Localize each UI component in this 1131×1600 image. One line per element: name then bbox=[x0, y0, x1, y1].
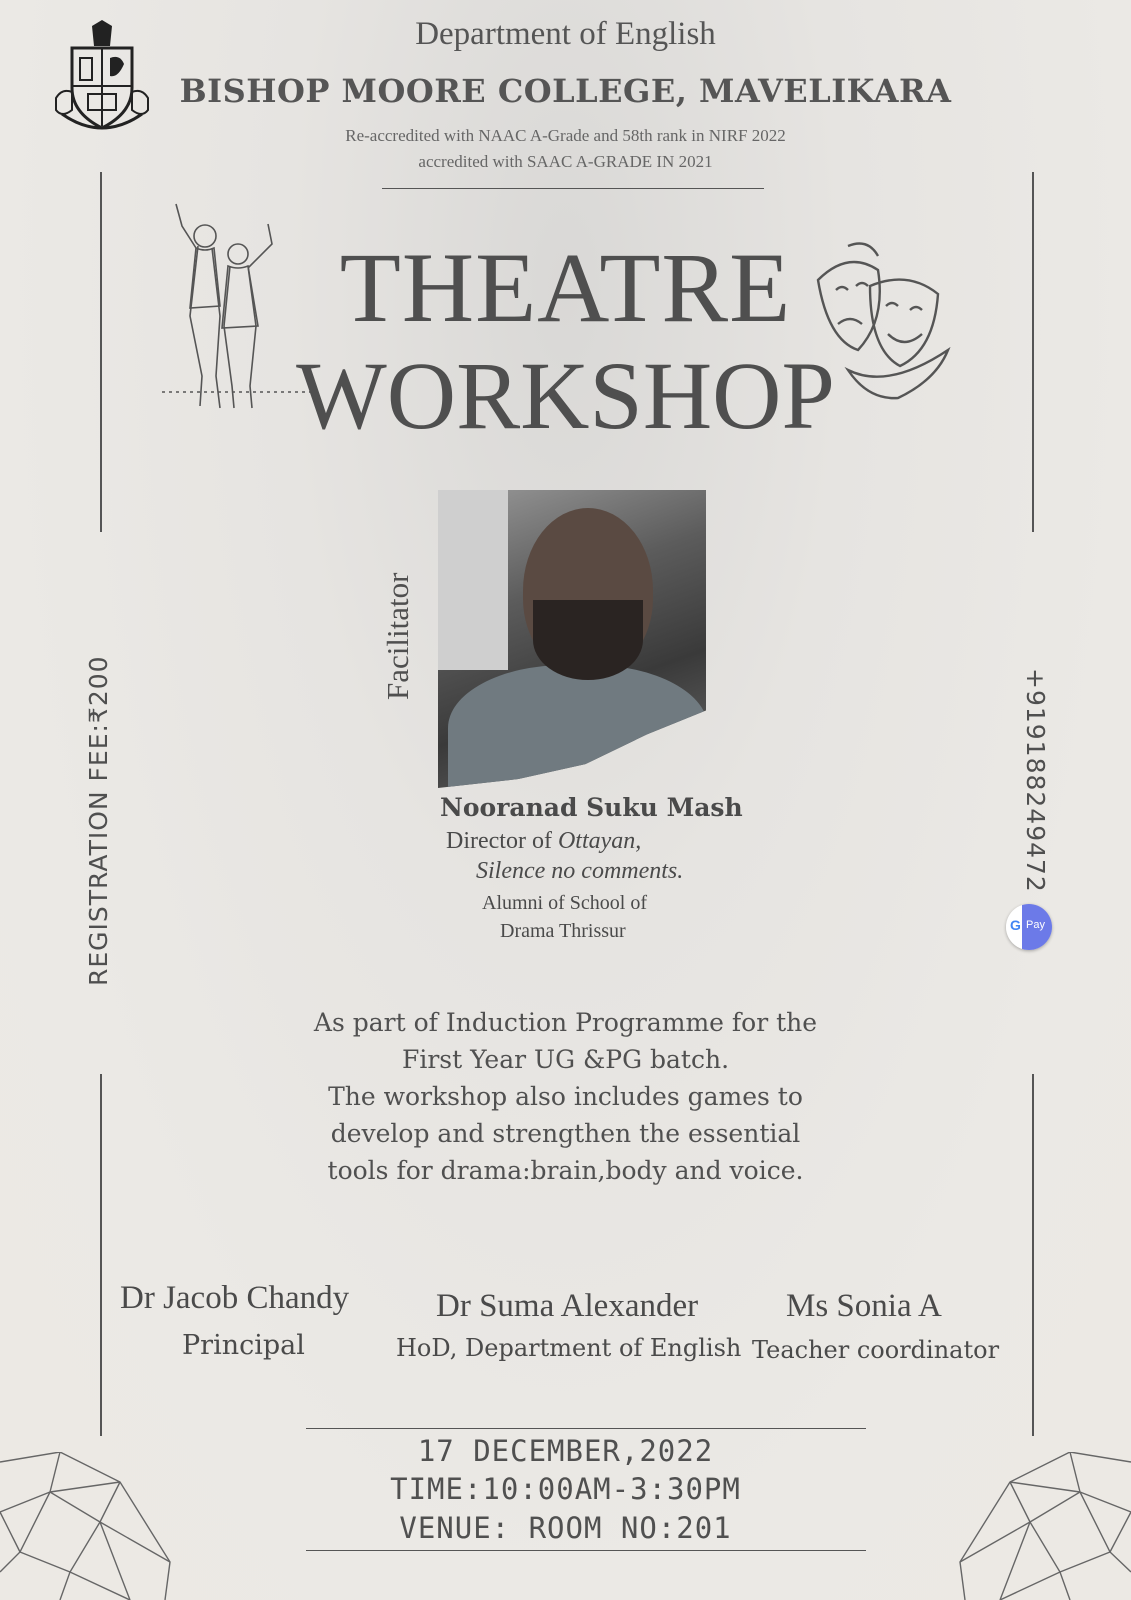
geometric-sphere-decoration-left bbox=[0, 1452, 180, 1600]
gpay-icon bbox=[1006, 904, 1052, 950]
facilitator-work-1: Ottayan, bbox=[557, 828, 642, 854]
accreditation-line-2: accredited with SAAC A-GRADE IN 2021 bbox=[418, 152, 713, 171]
geometric-sphere-decoration-right bbox=[950, 1452, 1131, 1600]
facilitator-role bbox=[446, 828, 641, 855]
event-divider-top bbox=[306, 1428, 866, 1429]
header-divider bbox=[382, 188, 764, 189]
title-line-1: THEATRE bbox=[339, 232, 792, 343]
event-date: 17 DECEMBER,2022 bbox=[417, 1434, 714, 1468]
contact-phone: +919188249472 bbox=[1021, 668, 1050, 893]
title-line-2: WORKSHOP bbox=[296, 342, 835, 449]
registration-fee: REGISTRATION FEE:₹200 bbox=[84, 655, 113, 986]
gpay-label: Pay bbox=[1026, 919, 1045, 931]
facilitator-work-2: Silence no comments. bbox=[476, 858, 684, 884]
principal-name: Dr Jacob Chandy bbox=[120, 1280, 350, 1316]
gpay-g-letter: G bbox=[1010, 917, 1021, 933]
facilitator-label: Facilitator bbox=[380, 572, 415, 700]
facilitator-photo bbox=[438, 490, 706, 788]
event-venue: VENUE: ROOM NO:201 bbox=[399, 1511, 732, 1545]
event-divider-bottom bbox=[306, 1550, 866, 1551]
facilitator-alumni-line-2: Drama Thrissur bbox=[500, 920, 626, 942]
accreditation-line-1: Re-accredited with NAAC A-Grade and 58th rank in NIRF 2022 bbox=[345, 126, 786, 145]
description-line: As part of Induction Programme for the bbox=[313, 1008, 818, 1037]
event-time: TIME:10:00AM-3:30PM bbox=[390, 1472, 741, 1506]
principal-role: Principal bbox=[182, 1330, 305, 1361]
description-line: The workshop also includes games to bbox=[328, 1082, 803, 1111]
description-line: tools for drama:brain,body and voice. bbox=[327, 1156, 804, 1185]
hod-name: Dr Suma Alexander bbox=[436, 1288, 699, 1324]
hod-role: HoD, Department of English bbox=[396, 1334, 742, 1362]
description-line: develop and strengthen the essential bbox=[330, 1119, 801, 1148]
college-name: BISHOP MOORE COLLEGE, MAVELIKARA bbox=[179, 72, 952, 110]
facilitator-alumni-line-1: Alumni of School of bbox=[482, 892, 647, 914]
department-name: Department of English bbox=[415, 16, 716, 52]
workshop-description bbox=[0, 1004, 1131, 1189]
facilitator-name: Nooranad Suku Mash bbox=[440, 793, 743, 822]
facilitator-role-prefix: Director of bbox=[446, 828, 552, 854]
coordinator-role: Teacher coordinator bbox=[752, 1336, 1000, 1364]
description-line: First Year UG &PG batch. bbox=[401, 1045, 730, 1074]
coordinator-name: Ms Sonia A bbox=[786, 1288, 942, 1324]
